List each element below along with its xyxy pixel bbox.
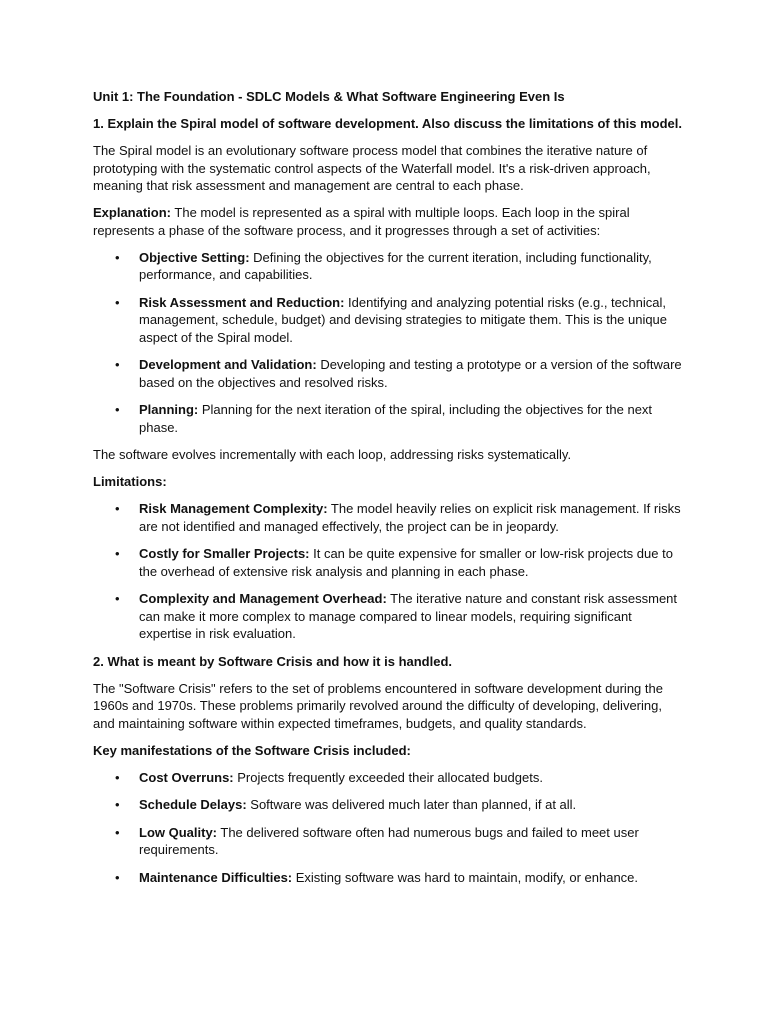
bullet-icon: • [115,294,120,310]
list-item [93,796,683,814]
item-term: Maintenance Difficulties: [139,869,293,885]
bullet-icon: • [115,546,120,561]
document-content [93,88,683,896]
list-item [93,500,683,535]
item-term: Risk Assessment and Reduction: [139,294,345,310]
manifestations-heading: Key manifestations of the Software Crisis included: [93,742,411,758]
evolution-paragraph: The software evolves incrementally with each loop, addressing risks systematically. [93,447,572,462]
item-term: Costly for Smaller Projects: [139,546,310,561]
item-text: Defining the objectives for the current iteration, including functionality, performance, and capabilities. [139,249,652,282]
item-term: Risk Management Complexity: [139,501,328,516]
bullet-icon: • [115,591,120,606]
bullet-icon: • [115,869,120,885]
bullet-icon: • [115,501,120,516]
list-item [93,401,683,436]
item-text: The model heavily relies on explicit risk management. If risks are not identified and managed effectively, the project can be in jeopardy. [139,501,681,534]
bullet-icon: • [115,797,120,812]
item-term: Cost Overruns: [139,769,234,785]
item-term: Development and Validation: [139,357,317,372]
list-item [93,769,683,787]
software-crisis-intro-paragraph: The "Software Crisis" refers to the set of problems encountered in software development during the 1960s and 1970s. These problems primarily revolved around the difficulty of developing, delivering, and maintaining software within expected timeframes, budgets, and quality standards. [93,680,663,731]
list-item [93,869,683,887]
item-term: Complexity and Management Overhead: [139,591,387,606]
item-text: It can be quite expensive for smaller or low-risk projects due to the overhead of extensive risk analysis and planning in each phase. [139,546,673,579]
explanation-label: Explanation: [93,205,172,220]
list-item [93,590,683,643]
list-item [93,356,683,391]
bullet-icon: • [115,769,120,785]
item-text: The iterative nature and constant risk assessment can make it more complex to manage compared to linear models, requiring significant expertise in risk evaluation. [139,591,678,641]
item-text: Developing and testing a prototype or a version of the software based on the objectives and resolved risks. [139,357,682,390]
bullet-icon: • [115,249,120,265]
item-text: Planning for the next iteration of the spiral, including the objectives for the next phase. [139,402,653,435]
bullet-icon: • [115,402,120,417]
explanation-text: The model is represented as a spiral with multiple loops. Each loop in the spiral represents a phase of the software process, and it progresses through a set of activities: [93,205,630,238]
item-term: Schedule Delays: [139,797,247,812]
list-item [93,249,683,284]
bullet-icon: • [115,824,120,840]
item-text: Identifying and analyzing potential risks (e.g., technical, management, schedule, budget) and devising strategies to mitigate them. This is the unique aspect of the Spiral model. [139,294,668,345]
activities-list [93,249,683,437]
list-item [93,545,683,580]
limitations-list [93,500,683,643]
item-text: The delivered software often had numerous bugs and failed to meet user requirements. [139,824,639,857]
list-item [93,294,683,347]
item-text: Software was delivered much later than planned, if at all. [246,797,577,812]
item-text: Projects frequently exceeded their allocated budgets. [233,769,543,785]
list-item [93,824,683,859]
unit-title: Unit 1: The Foundation - SDLC Models & What Software Engineering Even Is [93,89,565,104]
item-term: Objective Setting: [139,249,250,265]
item-text: Existing software was hard to maintain, modify, or enhance. [292,869,639,885]
question-1: 1. Explain the Spiral model of software development. Also discuss the limitations of this model. [93,116,682,131]
limitations-heading: Limitations: [93,474,167,489]
item-term: Planning: [139,402,199,417]
bullet-icon: • [115,357,120,372]
spiral-intro-paragraph: The Spiral model is an evolutionary software process model that combines the iterative nature of prototyping with the systematic control aspects of the Waterfall model. It's a risk-driven approach, meaning that risk assessment and management are central to each phase. [93,143,651,193]
item-term: Low Quality: [139,824,217,840]
question-2: 2. What is meant by Software Crisis and how it is handled. [93,653,453,669]
manifestations-list [93,769,683,887]
explanation-paragraph [93,204,683,239]
